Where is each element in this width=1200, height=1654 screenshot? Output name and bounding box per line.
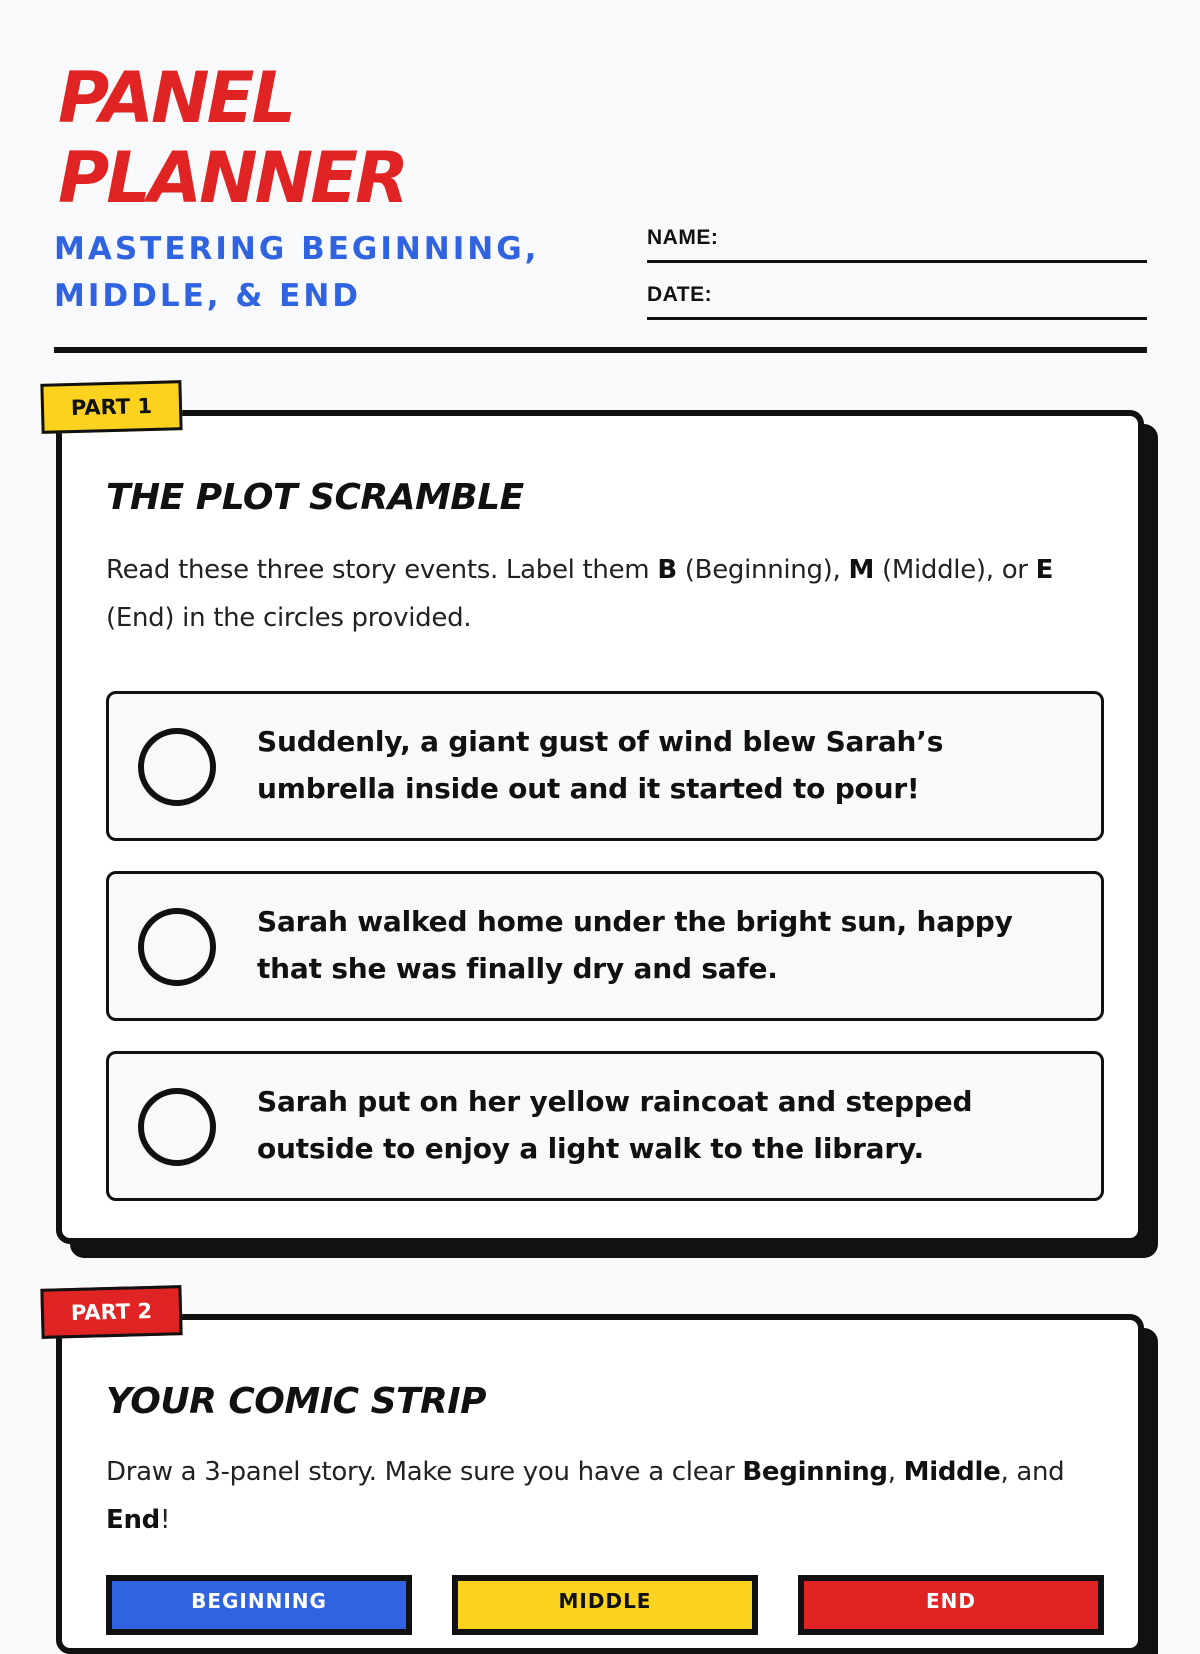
comic-strip-instructions: Draw a 3-panel story. Make sure you have a clear Beginning, Middle, and End! xyxy=(106,1457,1065,1535)
event-card xyxy=(106,871,1104,1021)
title-line-1: PANEL xyxy=(58,57,294,139)
plot-scramble-heading: THE PLOT SCRAMBLE xyxy=(106,477,524,518)
comic-strip-card xyxy=(56,1314,1144,1654)
comic-strip-heading: YOUR COMIC STRIP xyxy=(106,1381,487,1422)
part-2-tag: PART 2 xyxy=(40,1285,182,1339)
worksheet-title xyxy=(58,58,406,218)
subtitle-line-1: MASTERING BEGINNING, xyxy=(54,231,540,267)
event-text: Sarah walked home under the bright sun, happy that she was finally dry and safe. xyxy=(257,905,1013,985)
label-circle-input[interactable] xyxy=(138,728,216,806)
beginning-panel-header: BEGINNING xyxy=(106,1575,412,1635)
middle-panel-header: MIDDLE xyxy=(452,1575,758,1635)
date-label: DATE: xyxy=(647,283,713,306)
header-divider xyxy=(54,347,1147,353)
subtitle-line-2: MIDDLE, & END xyxy=(54,278,362,314)
plot-scramble-instructions: Read these three story events. Label them B (Beginning), M (Middle), or E (End) in the circles provided. xyxy=(106,555,1054,633)
plot-scramble-card xyxy=(56,410,1144,1244)
name-field[interactable] xyxy=(647,222,1147,263)
part-1-tag: PART 1 xyxy=(40,380,182,434)
name-label: NAME: xyxy=(647,226,719,249)
date-field[interactable] xyxy=(647,279,1147,320)
event-text: Suddenly, a giant gust of wind blew Sarah’s umbrella inside out and it started to pour! xyxy=(257,725,944,805)
label-circle-input[interactable] xyxy=(138,1088,216,1166)
event-card xyxy=(106,1051,1104,1201)
event-card xyxy=(106,691,1104,841)
end-panel-header: END xyxy=(798,1575,1104,1635)
title-line-2: PLANNER xyxy=(58,137,406,219)
event-text: Sarah put on her yellow raincoat and stepped outside to enjoy a light walk to the library. xyxy=(257,1085,973,1165)
label-circle-input[interactable] xyxy=(138,908,216,986)
worksheet-subtitle xyxy=(54,226,539,320)
